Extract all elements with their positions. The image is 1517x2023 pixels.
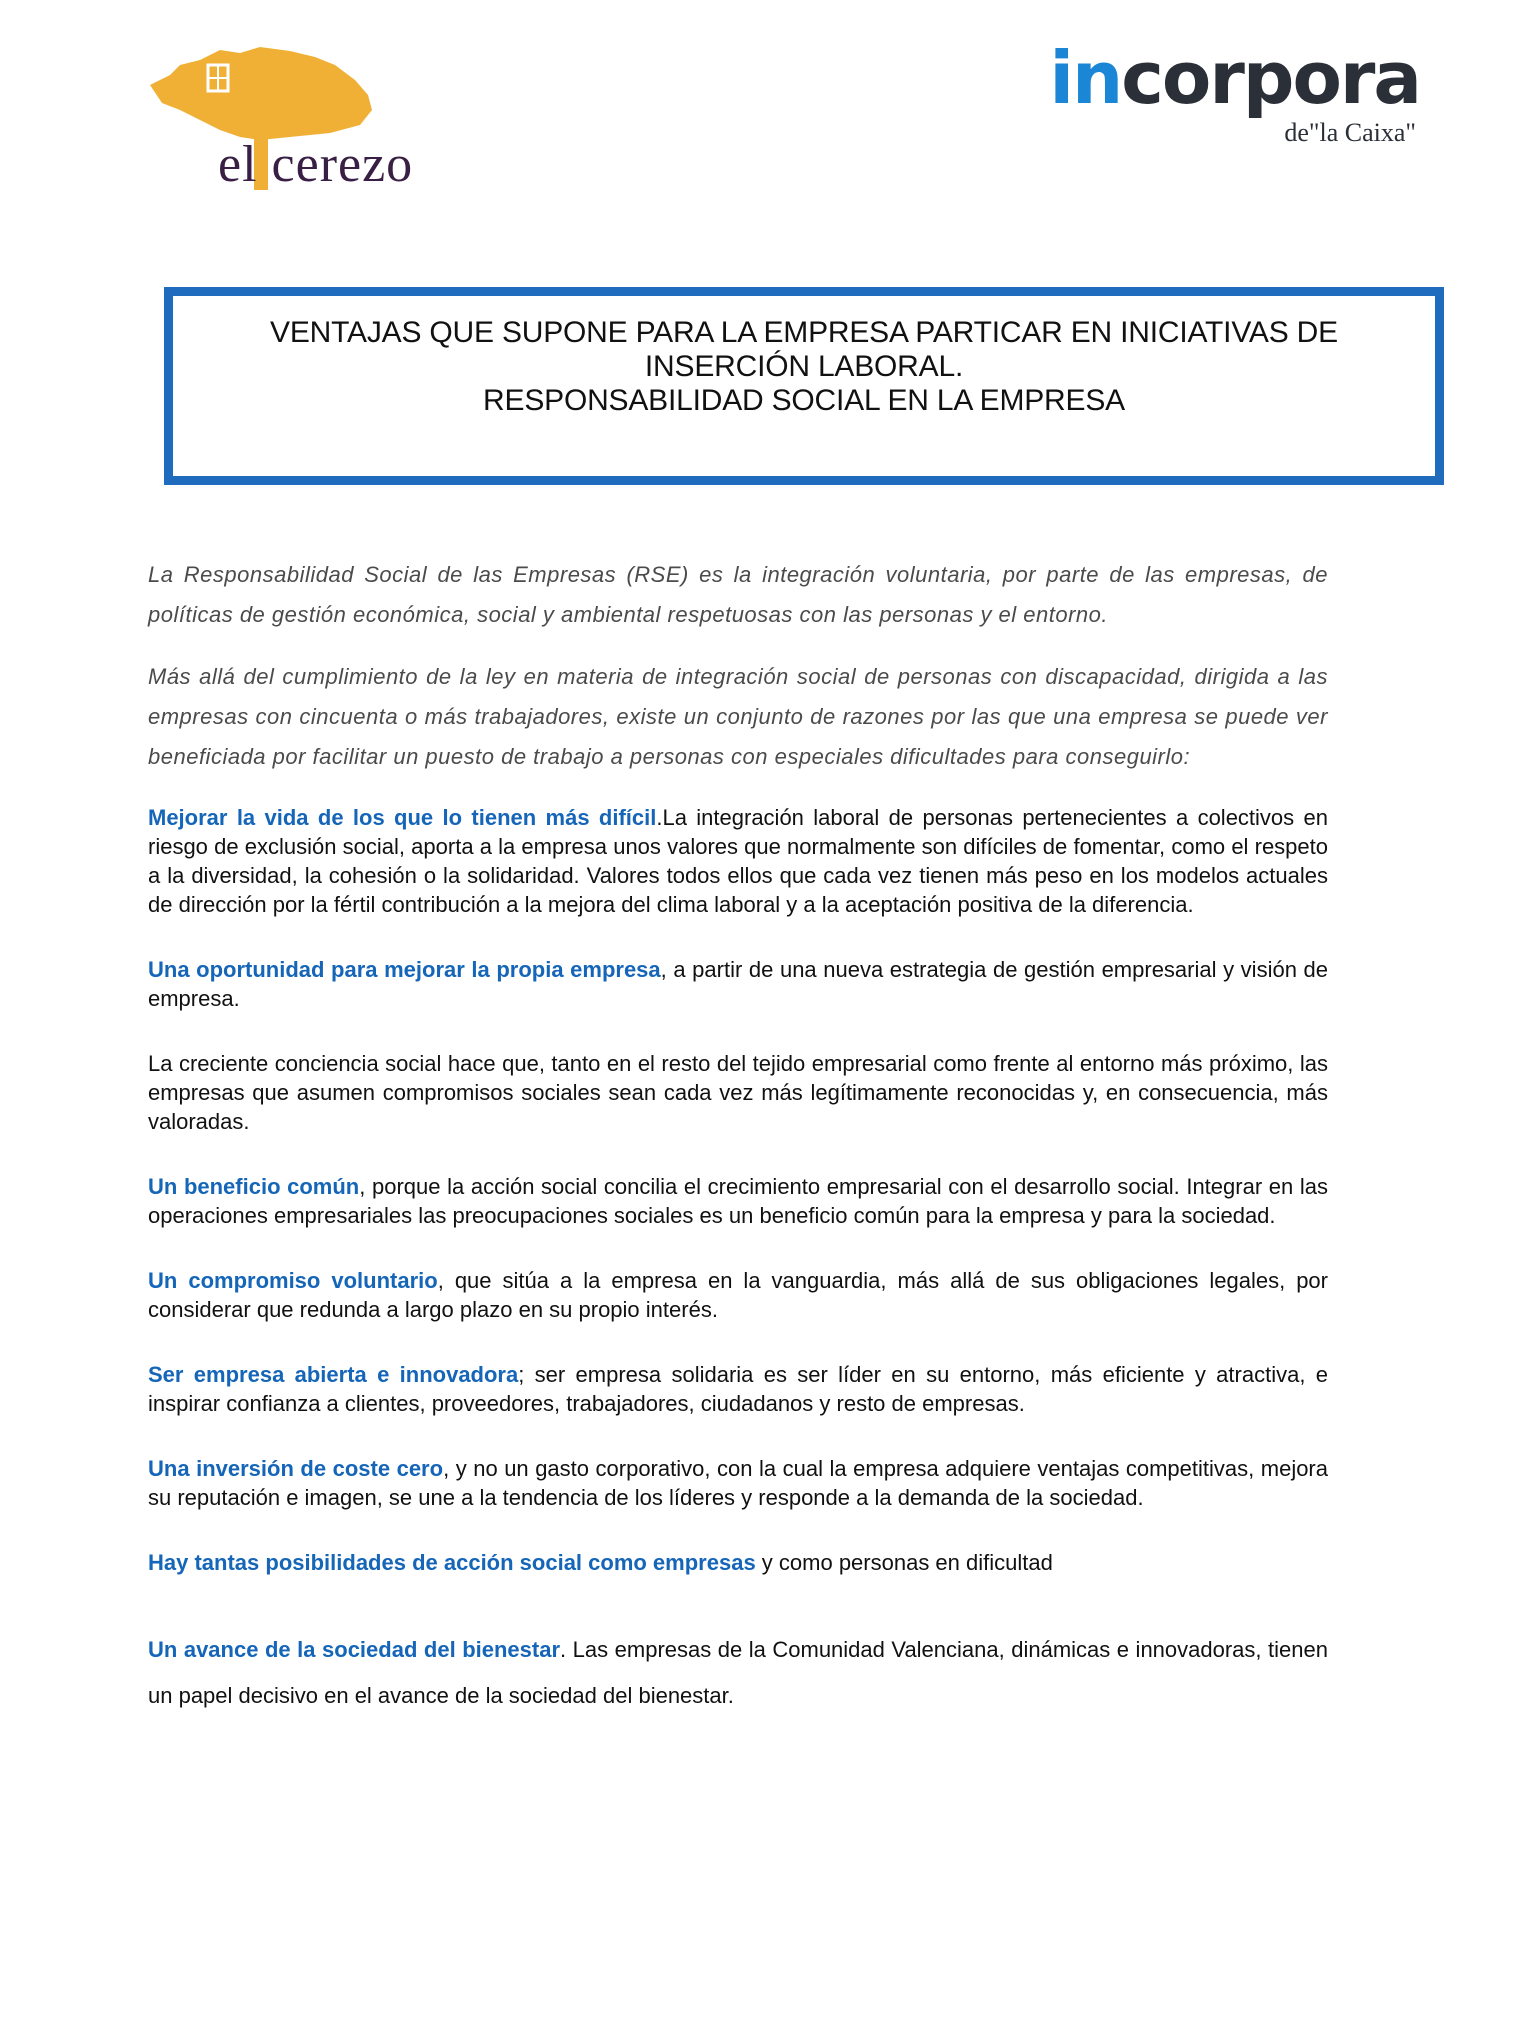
section-heading: Un beneficio común bbox=[148, 1174, 360, 1199]
document-body bbox=[148, 555, 1328, 1719]
section-heading: Mejorar la vida de los que lo tienen más difícil bbox=[148, 805, 657, 830]
section-text: ; ser empresa solidaria es ser líder en su entorno, más eficiente y atractiva, e inspirar confianza a clientes, proveedores, trabajadores, ciudadanos y resto de empresas. bbox=[148, 1362, 1329, 1416]
logo-prefix: in bbox=[1049, 36, 1122, 120]
incorpora-logo bbox=[1049, 36, 1420, 152]
section-text: , y no un gasto corporativo, con la cual la empresa adquiere ventajas competitivas, mejora su reputación e imagen, se une a la tendencia de los líderes y responde a la demanda de la sociedad. bbox=[148, 1456, 1328, 1510]
intro-paragraph: La Responsabilidad Social de las Empresas (RSE) es la integración voluntaria, por parte de las empresas, de políticas de gestión económica, social y ambiental respetuosas con las personas y el entorno. bbox=[148, 562, 1328, 627]
section-heading: Hay tantas posibilidades de acción social como empresas bbox=[148, 1550, 756, 1575]
logo-sub: de"la Caixa" bbox=[1284, 118, 1416, 147]
section-paragraph bbox=[148, 1548, 1328, 1577]
title-line: RESPONSABILIDAD SOCIAL EN LA EMPRESA bbox=[483, 384, 1125, 417]
el-cerezo-logo bbox=[140, 45, 480, 193]
logo-rest: corpora bbox=[1121, 36, 1420, 120]
section-paragraph bbox=[148, 1454, 1328, 1512]
section-text: , a partir de una nueva estrategia de gestión empresarial y visión de empresa. bbox=[148, 957, 1328, 1011]
section-text: . Las empresas de la Comunidad Valenciana, dinámicas e innovadoras, tienen un papel decisivo en el avance de la sociedad del bienestar. bbox=[148, 1637, 1328, 1708]
title-text bbox=[173, 316, 1435, 418]
section-text: , que sitúa a la empresa en la vanguardia, más allá de sus obligaciones legales, por considerar que redunda a largo plazo en su propio interés. bbox=[148, 1268, 1328, 1322]
section-paragraph bbox=[148, 1360, 1328, 1418]
title-box bbox=[164, 287, 1444, 485]
section-paragraph bbox=[148, 1172, 1328, 1230]
intro-paragraph: Más allá del cumplimiento de la ley en materia de integración social de personas con discapacidad, dirigida a las empresas con cincuenta o más trabajadores, existe un conjunto de razones por las que una empresa se puede ver beneficiada por facilitar un puesto de trabajo a personas con especiales dificultades para conseguirlo: bbox=[148, 664, 1328, 769]
section-paragraph bbox=[148, 1627, 1328, 1719]
section-heading: Una inversión de coste cero bbox=[148, 1456, 444, 1481]
section-paragraph bbox=[148, 803, 1328, 919]
title-line: INSERCIÓN LABORAL. bbox=[644, 350, 964, 383]
title-line: VENTAJAS QUE SUPONE PARA LA EMPRESA PARTICAR EN INICIATIVAS DE bbox=[270, 316, 1338, 349]
section-text: .La integración laboral de personas pertenecientes a colectivos en riesgo de exclusión social, aporta a la empresa unos valores que normalmente son difíciles de fomentar, como el respeto a la diversidad, la cohesión o la solidaridad. Valores todos ellos que cada vez tienen más peso en los modelos actuales de dirección por la fértil contribución a la mejora del clima laboral y a la aceptación positiva de la diferencia. bbox=[148, 805, 1328, 917]
section-heading: Un compromiso voluntario bbox=[148, 1268, 438, 1293]
section-paragraph bbox=[148, 1049, 1328, 1136]
logo-text: el cerezo bbox=[218, 136, 414, 193]
section-text: La creciente conciencia social hace que, tanto en el resto del tejido empresarial como frente al entorno más próximo, las empresas que asumen compromisos sociales sean cada vez más legítimamente reconocidas y, en consecuencia, más valoradas. bbox=[148, 1051, 1328, 1134]
section-text: y como personas en dificultad bbox=[755, 1550, 1053, 1575]
logo-main bbox=[1049, 36, 1420, 120]
section-heading: Una oportunidad para mejorar la propia empresa bbox=[148, 957, 661, 982]
section-paragraph bbox=[148, 955, 1328, 1013]
section-paragraph bbox=[148, 1266, 1328, 1324]
section-heading: Ser empresa abierta e innovadora bbox=[148, 1362, 519, 1387]
section-heading: Un avance de la sociedad del bienestar bbox=[148, 1637, 561, 1662]
section-text: , porque la acción social concilia el crecimiento empresarial con el desarrollo social. Integrar en las operaciones empresariales las preocupaciones sociales es un beneficio común para la empresa y para la sociedad. bbox=[148, 1174, 1328, 1228]
